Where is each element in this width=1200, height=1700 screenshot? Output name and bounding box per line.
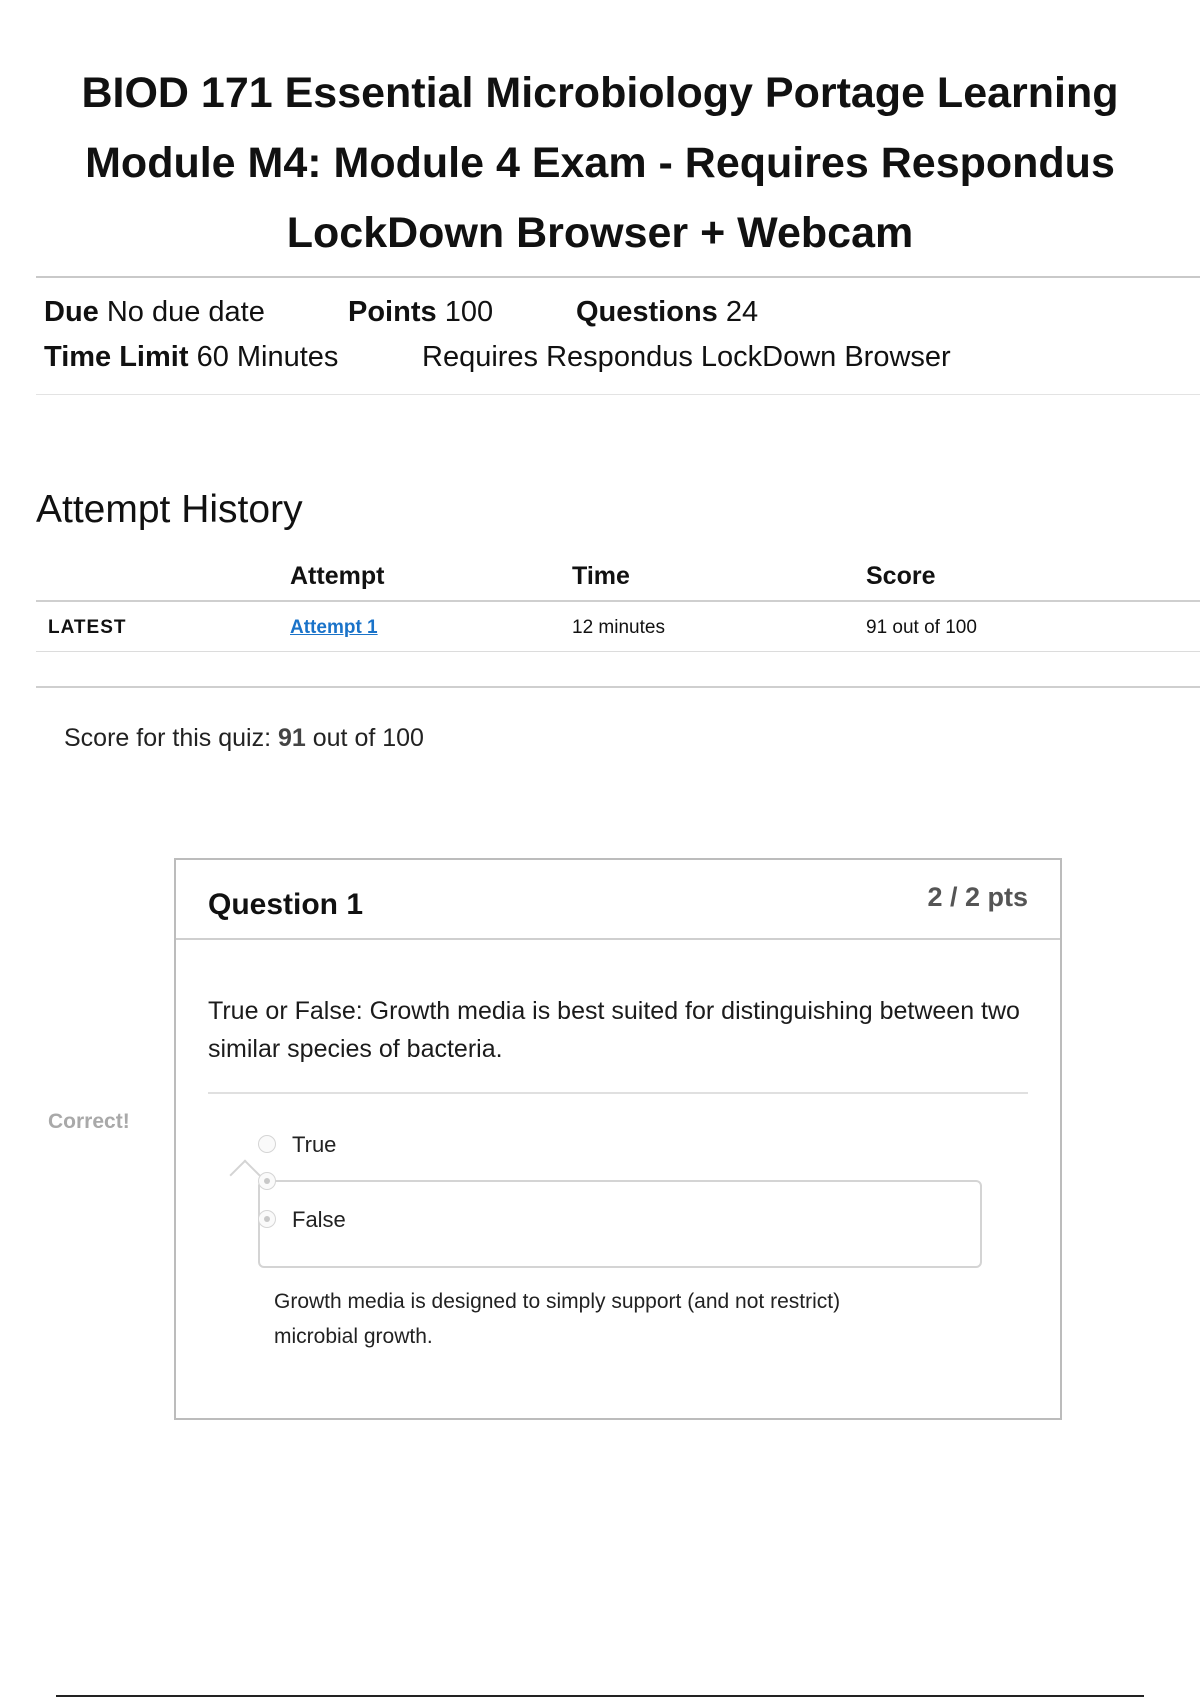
question-text: True or False: Growth media is best suited for distinguishing between two similar species of bacteria. (208, 997, 1020, 1063)
due-value: No due date (106, 296, 265, 328)
question-card (174, 858, 1062, 1420)
attempt-time: 12 minutes (572, 617, 665, 638)
column-header-time: Time (572, 562, 630, 590)
answer-status-label: Correct! (48, 1110, 130, 1133)
column-header-score: Score (866, 562, 936, 590)
page-title-line-2: Module M4: Module 4 Exam - Requires Respondus (85, 139, 1115, 187)
time-limit-value: 60 Minutes (196, 341, 339, 373)
attempt-score: 91 out of 100 (866, 617, 977, 638)
answer-false-label: False (292, 1207, 346, 1232)
points-label: Points (348, 296, 437, 328)
question-title: Question 1 (208, 888, 364, 921)
table-header-divider (36, 600, 1200, 602)
divider (36, 394, 1200, 395)
quiz-score-suffix: out of 100 (312, 724, 424, 752)
false-radio[interactable] (258, 1210, 276, 1228)
question-header (176, 860, 1060, 940)
correct-answer-box (258, 1180, 982, 1268)
due-label: Due (44, 296, 99, 328)
correct-marker-radio (258, 1172, 276, 1190)
answer-comment: Growth media is designed to simply support (and not restrict) microbial growth. (274, 1290, 841, 1348)
page-bottom-rule (56, 1695, 1144, 1697)
points-value: 100 (444, 296, 494, 328)
time-limit-info (44, 341, 338, 374)
attempt-1-link[interactable]: Attempt 1 (290, 617, 378, 638)
attempt-history-heading: Attempt History (36, 488, 303, 531)
time-limit-label: Time Limit (44, 341, 189, 373)
page-title-line-3: LockDown Browser + Webcam (286, 209, 914, 257)
divider (36, 686, 1200, 688)
points-info (348, 296, 493, 329)
answer-true-label: True (292, 1132, 337, 1157)
due-info (44, 296, 265, 329)
question-points: 2 / 2 pts (927, 882, 1028, 912)
question-divider (208, 1092, 1028, 1094)
page-title (36, 58, 1164, 268)
quiz-score-prefix: Score for this quiz: (64, 724, 272, 752)
table-row-divider (36, 651, 1200, 652)
quiz-score-value: 91 (277, 724, 306, 752)
questions-info (576, 296, 758, 329)
questions-label: Questions (576, 296, 718, 328)
page-title-line-1: BIOD 171 Essential Microbiology Portage Learning (81, 69, 1119, 117)
correct-answer-pointer (229, 1159, 260, 1190)
latest-tag: LATEST (48, 617, 127, 638)
lockdown-note: Requires Respondus LockDown Browser (422, 341, 951, 373)
true-radio[interactable] (258, 1135, 276, 1153)
quiz-score (64, 724, 424, 753)
questions-value: 24 (725, 296, 759, 328)
column-header-attempt: Attempt (290, 562, 385, 590)
divider (36, 276, 1200, 278)
